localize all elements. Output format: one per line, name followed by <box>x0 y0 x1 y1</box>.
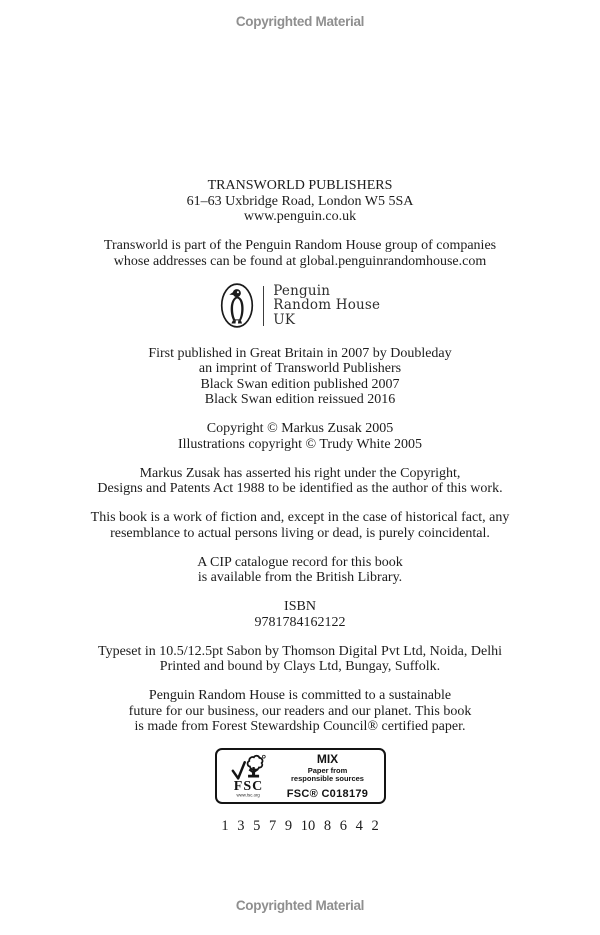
copyright-line: Copyright © Markus Zusak 2005 <box>206 421 394 436</box>
logo-wordmark-line: UK <box>273 311 296 328</box>
publisher-address: 61–63 Uxbridge Road, London W5 5SA <box>186 193 414 209</box>
copyright-block <box>0 421 600 452</box>
disclaimer-line: resemblance to actual persons living or dead, is purely coincidental. <box>110 525 490 541</box>
copyright-imprint-page <box>0 178 600 834</box>
group-notice-line: whose addresses can be found at global.penguinrandomhouse.com <box>113 253 487 269</box>
cip-record-block <box>0 555 600 586</box>
fsc-acronym: FSC <box>233 778 264 794</box>
isbn-block <box>0 599 600 630</box>
fsc-description-line: responsible sources <box>291 774 364 783</box>
printers-key: 1 3 5 7 9 10 8 6 4 2 <box>221 817 379 834</box>
sustainability-line: Penguin Random House is committed to a sustainable <box>148 688 452 703</box>
group-notice-block <box>0 238 600 269</box>
logo-wordmark-line: Penguin <box>273 282 331 299</box>
isbn-label: ISBN <box>284 599 316 614</box>
edition-history-block <box>0 346 600 408</box>
publisher-website: www.penguin.co.uk <box>243 209 357 224</box>
fsc-mix-label: MIX <box>316 751 339 766</box>
author-assertion-block <box>0 466 600 497</box>
edition-line: an imprint of Transworld Publishers <box>198 361 402 376</box>
fsc-label-text <box>282 753 374 800</box>
fsc-description-line: Paper from <box>307 765 348 775</box>
logo-divider <box>263 286 265 326</box>
sustainability-line: is made from Forest Stewardship Council® certified paper. <box>134 719 466 734</box>
copyrighted-material-header: Copyrighted Material <box>235 14 365 29</box>
group-notice-line: Transworld is part of the Penguin Random House group of companies <box>103 238 497 253</box>
copyright-line: Illustrations copyright © Trudy White 2005 <box>177 436 423 452</box>
assertion-line: Markus Zusak has asserted his right under the Copyright, <box>139 465 461 481</box>
edition-line: Black Swan edition published 2007 <box>200 376 400 392</box>
disclaimer-line: This book is a work of fiction and, except in the case of historical fact, any <box>90 510 510 525</box>
edition-line: First published in Great Britain in 2007 by Doubleday <box>148 345 452 361</box>
logo-wordmark-line: Random House <box>273 297 381 314</box>
fsc-certification-badge <box>215 748 386 804</box>
isbn-number: 9781784162122 <box>254 614 346 630</box>
edition-line: Black Swan edition reissued 2016 <box>204 392 396 407</box>
publisher-name: TRANSWORLD PUBLISHERS <box>207 178 393 193</box>
penguin-random-house-logo <box>0 283 600 329</box>
cip-line: A CIP catalogue record for this book <box>197 554 403 570</box>
fsc-logo <box>225 754 273 799</box>
fsc-tree-checkmark-icon <box>230 754 268 780</box>
assertion-line: Designs and Patents Act 1988 to be identified as the author of this work. <box>97 481 503 496</box>
printing-line: Printed and bound by Clays Ltd, Bungay, Suffolk. <box>159 659 441 674</box>
publisher-block <box>0 178 600 225</box>
cip-line: is available from the British Library. <box>197 570 403 585</box>
penguin-logo-icon <box>220 283 254 328</box>
copyrighted-material-footer: Copyrighted Material <box>235 898 365 913</box>
fiction-disclaimer-block <box>0 510 600 541</box>
logo-wordmark <box>273 284 380 328</box>
sustainability-block <box>0 688 600 735</box>
fsc-website: www.fsc.org <box>236 793 261 798</box>
fsc-certificate-number: FSC® C018179 <box>286 787 369 800</box>
sustainability-line: future for our business, our readers and our planet. This book <box>128 703 472 719</box>
typesetting-line: Typeset in 10.5/12.5pt Sabon by Thomson Digital Pvt Ltd, Noida, Delhi <box>98 643 502 659</box>
production-block <box>0 644 600 675</box>
